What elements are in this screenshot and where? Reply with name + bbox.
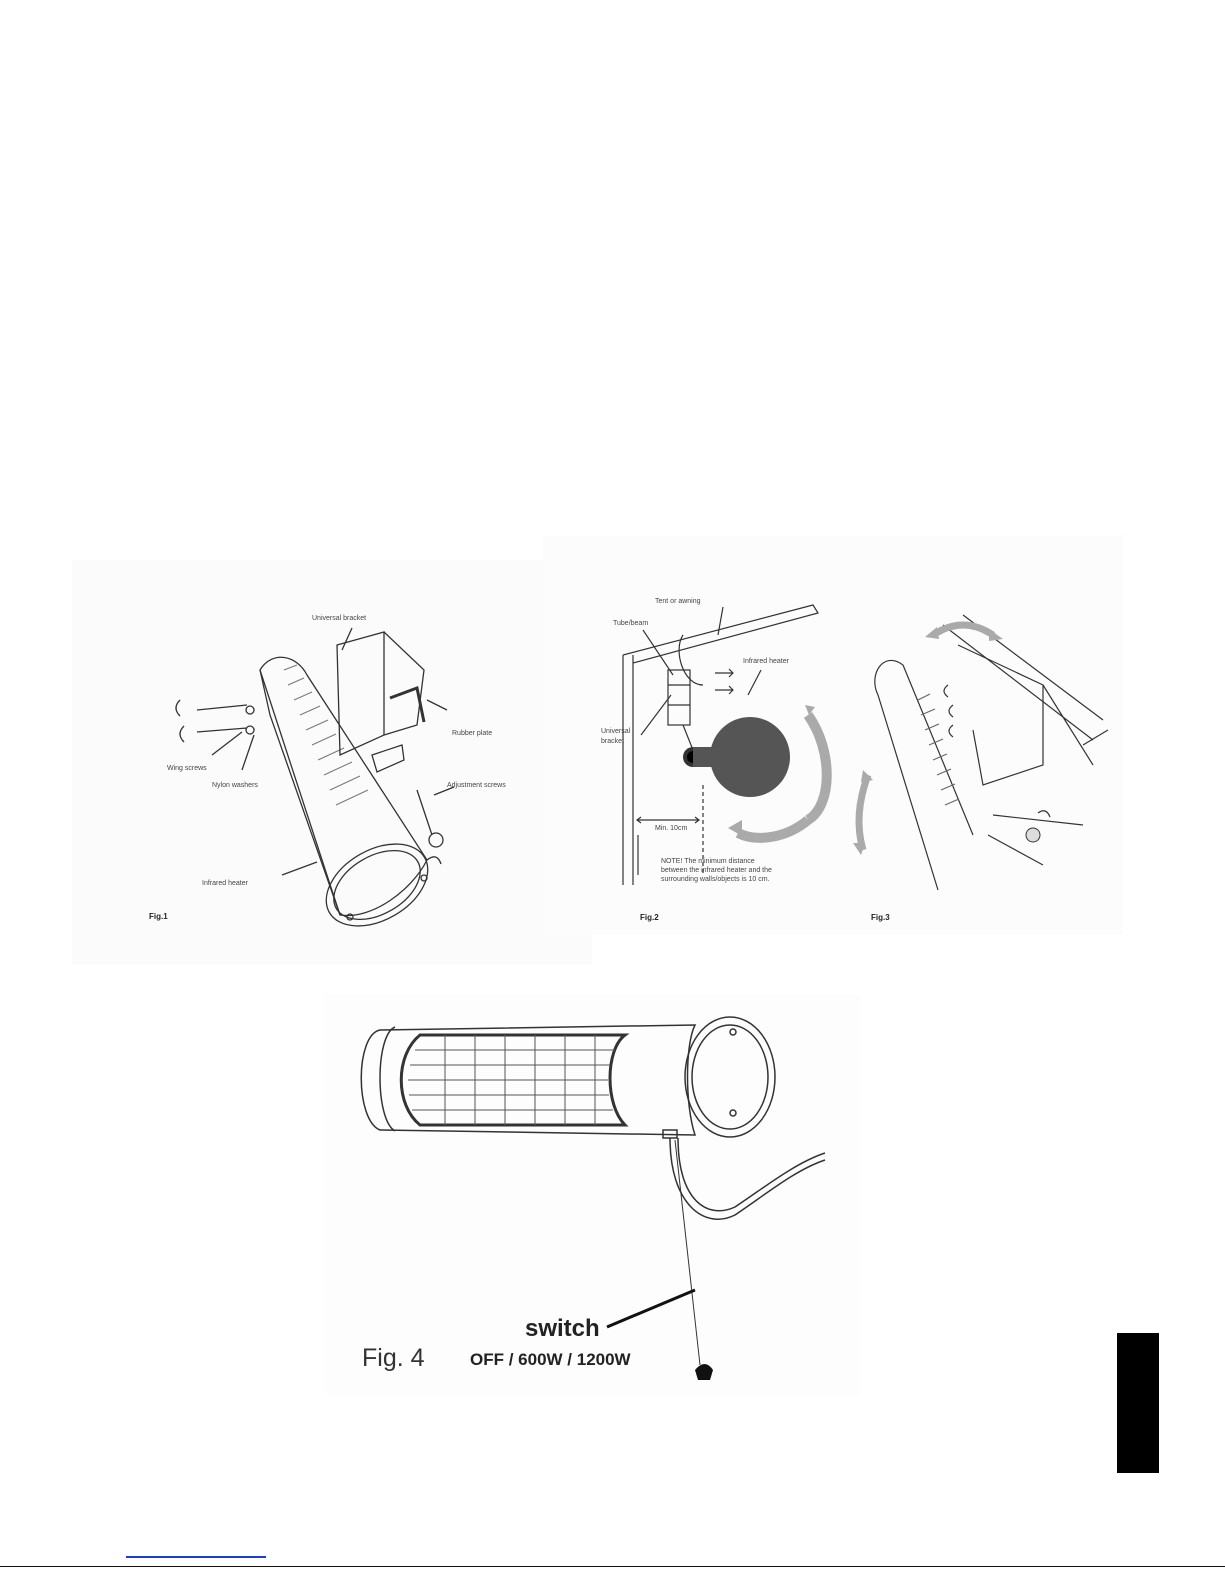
note-line-1: NOTE! The minimum distance <box>661 858 755 865</box>
figure-3-panel <box>843 535 1123 935</box>
label-universal-bracket: Universal bracket <box>312 615 367 622</box>
note-line-3: surrounding walls/objects is 10 cm. <box>661 876 770 883</box>
page-edge-tab <box>1117 1333 1159 1473</box>
label-min-distance: Min. 10cm <box>655 825 688 832</box>
label-adjustment-screws: Adjustment screws <box>447 782 506 789</box>
label-rubber-plate: Rubber plate <box>452 730 493 737</box>
footer-divider <box>0 1566 1225 1567</box>
label-infrared-heater-2: Infrared heater <box>743 658 789 665</box>
switch-label: switch <box>525 1315 600 1342</box>
fig4-caption: Fig. 4 <box>362 1344 425 1372</box>
label-nylon-washers: Nylon washers <box>212 782 258 789</box>
label-infrared-heater: Infrared heater <box>202 880 248 887</box>
fig1-caption: Fig.1 <box>149 912 168 921</box>
label-bracket: bracket <box>601 738 624 745</box>
label-universal: Universal <box>601 728 631 735</box>
label-tube-beam: Tube/beam <box>613 620 649 627</box>
label-wing-screws: Wing screws <box>167 765 207 772</box>
figure-1-panel <box>72 560 592 965</box>
footer-link-underline[interactable] <box>126 1556 266 1558</box>
power-options-label: OFF / 600W / 1200W <box>470 1350 631 1369</box>
note-line-2: between the infrared heater and the <box>661 867 772 874</box>
fig3-caption: Fig.3 <box>871 913 890 922</box>
label-tent-awning: Tent or awning <box>655 598 701 605</box>
fig2-caption: Fig.2 <box>640 913 659 922</box>
heater-tilt-drawing <box>843 535 1123 935</box>
figure-2-panel <box>543 535 843 935</box>
